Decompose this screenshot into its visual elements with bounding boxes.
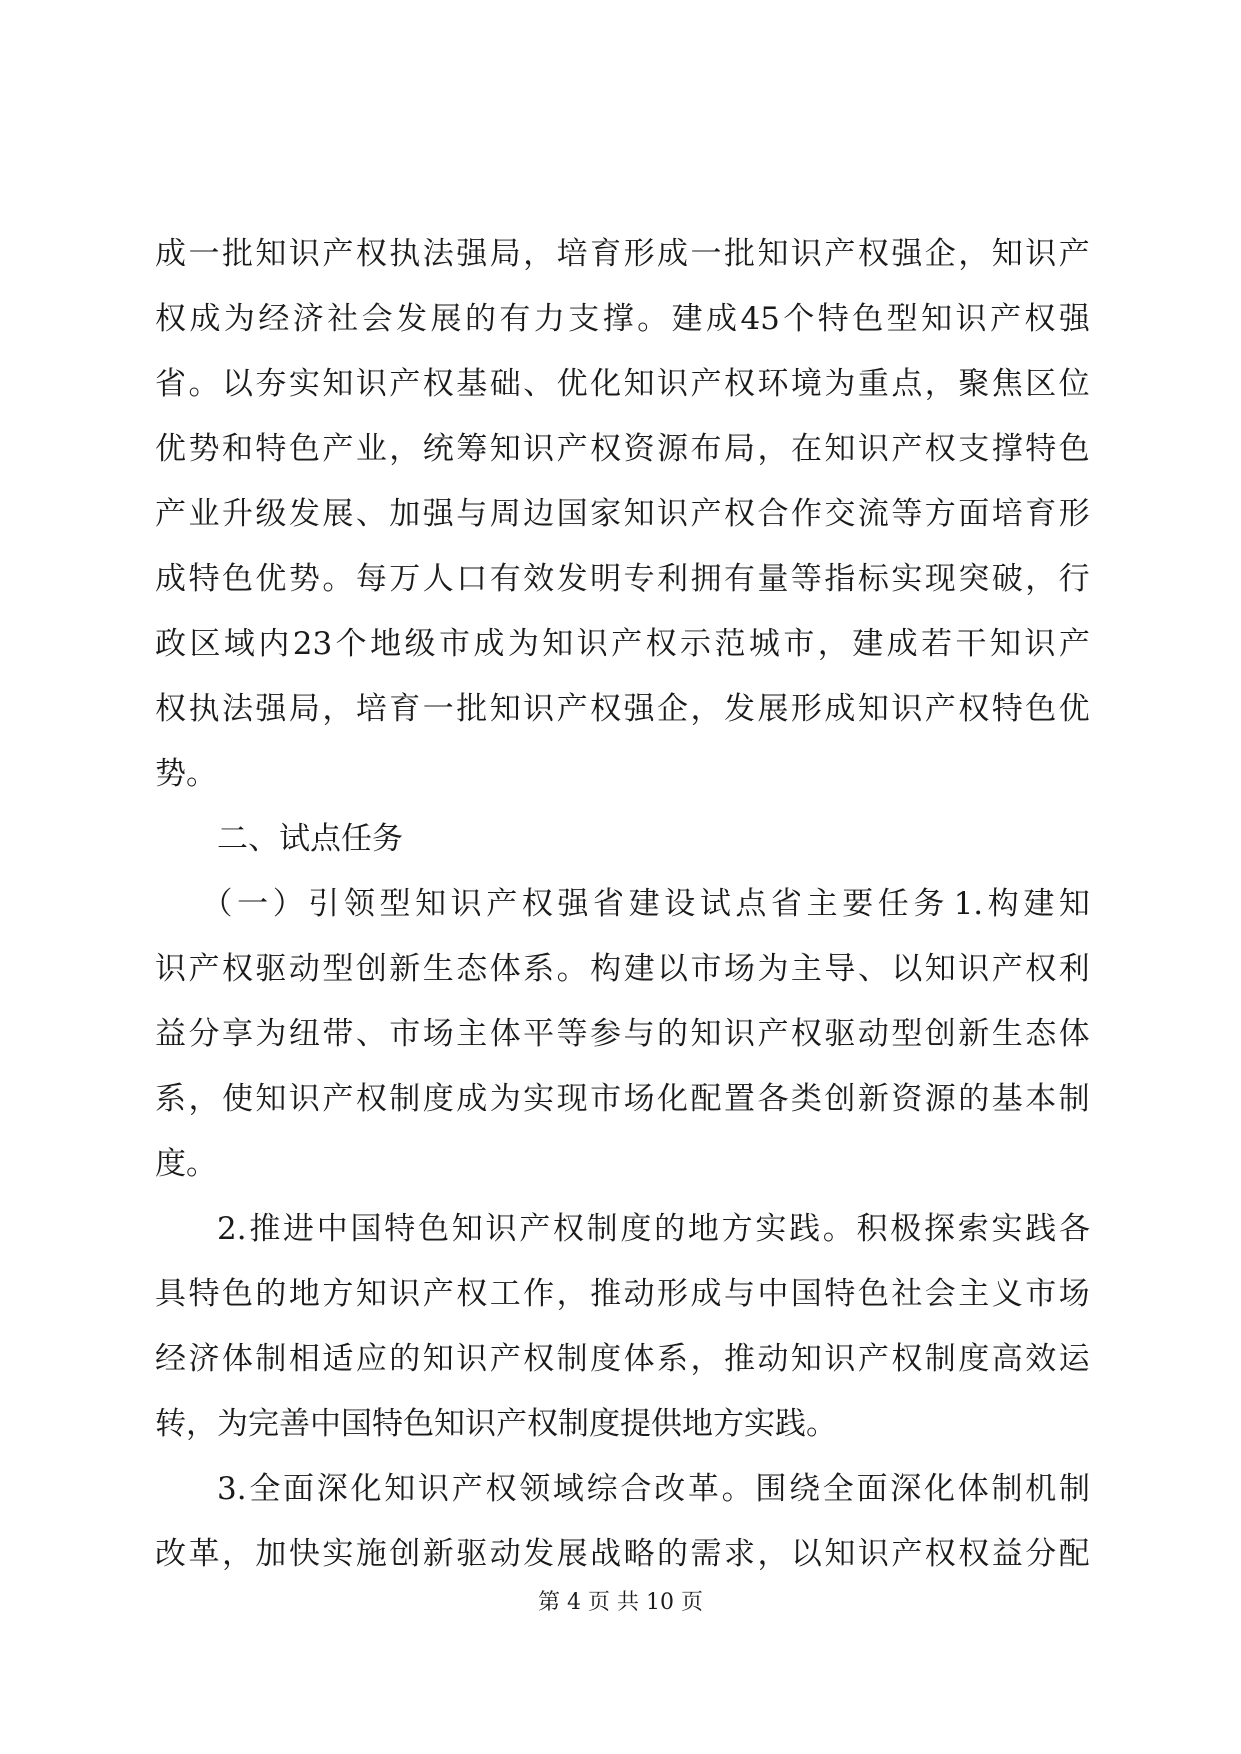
text-line: 成 特 色 优 势 。 每 万 人 口 有 效 发 明 专 利 拥 有 量 等 指 标 实 现 突 破 ， 行 xyxy=(155,561,1090,597)
text-line: 具 特 色 的 地 方 知 识 产 权 工 作 ， 推 动 形 成 与 中 国 特 色 社 会 主 义 市 场 xyxy=(155,1276,1090,1312)
text-line: 2. 推 进 中 国 特 色 知 识 产 权 制 度 的 地 方 实 践 。 积 极 探 索 实 践 各 xyxy=(217,1211,1090,1247)
text-line: 经 济 体 制 相 适 应 的 知 识 产 权 制 度 体 系 ， 推 动 知 识 产 权 制 度 高 效 运 xyxy=(155,1341,1090,1377)
text-line: 系 ， 使 知 识 产 权 制 度 成 为 实 现 市 场 化 配 置 各 类 创 新 资 源 的 基 本 制 xyxy=(155,1081,1090,1117)
text-line: 3. 全 面 深 化 知 识 产 权 领 域 综 合 改 革 。 围 绕 全 面 深 化 体 制 机 制 xyxy=(217,1471,1090,1507)
text-line: 优 势 和 特 色 产 业 ， 统 筹 知 识 产 权 资 源 布 局 ， 在 知 识 产 权 支 撑 特 色 xyxy=(155,431,1090,467)
text-line: 权 成 为 经 济 社 会 发 展 的 有 力 支 撑 。 建 成 45 个 特 色 型 知 识 产 权 强 xyxy=(155,301,1090,337)
text-line: 转，为完善中国特色知识产权制度提供地方实践。 xyxy=(155,1406,837,1442)
text-line: 改 革 ， 加 快 实 施 创 新 驱 动 发 展 战 略 的 需 求 ， 以 知 识 产 权 权 益 分 配 xyxy=(155,1536,1090,1572)
text-line: 识 产 权 驱 动 型 创 新 生 态 体 系 。 构 建 以 市 场 为 主 导 、 以 知 识 产 权 利 xyxy=(155,951,1090,987)
text-line: 成 一 批 知 识 产 权 执 法 强 局 ， 培 育 形 成 一 批 知 识 产 权 强 企 ， 知 识 产 xyxy=(155,236,1090,272)
text-line: 益 分 享 为 纽 带 、 市 场 主 体 平 等 参 与 的 知 识 产 权 驱 动 型 创 新 生 态 体 xyxy=(155,1016,1090,1052)
page-footer: 第 4 页 共 10 页 xyxy=(538,1590,703,1615)
text-line: 度。 xyxy=(155,1146,217,1182)
text-line: 政 区 域 内 23 个 地 级 市 成 为 知 识 产 权 示 范 城 市 ， 建 成 若 干 知 识 产 xyxy=(155,626,1090,662)
text-line: 势。 xyxy=(155,756,217,792)
text-line: 产 业 升 级 发 展 、 加 强 与 周 边 国 家 知 识 产 权 合 作 交 流 等 方 面 培 育 形 xyxy=(155,496,1090,532)
document-body xyxy=(155,222,1090,1587)
text-line: 权 执 法 强 局 ， 培 育 一 批 知 识 产 权 强 企 ， 发 展 形 成 知 识 产 权 特 色 优 xyxy=(155,691,1090,727)
text-line: 省 。 以 夯 实 知 识 产 权 基 础 、 优 化 知 识 产 权 环 境 为 重 点 ， 聚 焦 区 位 xyxy=(155,366,1090,402)
text-line: （ 一 ） 引 领 型 知 识 产 权 强 省 建 设 试 点 省 主 要 任 务 1. 构 建 知 xyxy=(201,886,1090,922)
text-line: 二、试点任务 xyxy=(155,821,403,857)
